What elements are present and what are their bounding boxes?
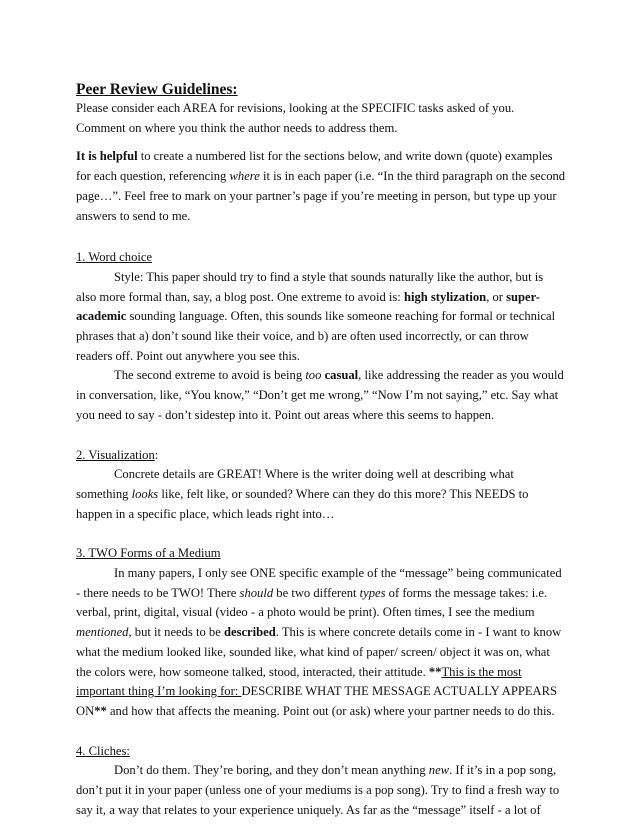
two-forms-paragraph: [76, 564, 566, 722]
spacer: [76, 524, 566, 544]
heading-text: 2. Visualization: [76, 447, 155, 462]
spacer: [76, 226, 566, 248]
helpful-text-2: it is in each paper (i.e. “In the third paragraph on the second page…”. Feel free to mark on your partner’s page if you’re meeting in person, but type up your answers to send to me.: [76, 169, 566, 223]
text-run: The second extreme to avoid is being: [114, 368, 306, 383]
word-choice-casual-paragraph: [76, 366, 566, 425]
text-run: . If it’s in a pop song, don’t put it in your paper (unless one of your mediums is a pop song). Try to find a fresh way to say it, a way that relates to your experience uniquely. As far as the “message” itself - a lot of: [76, 763, 560, 817]
section-heading-word-choice: 1. Word choice: [76, 250, 153, 265]
bold-run: super-academic: [76, 289, 540, 324]
bold-run: **: [428, 664, 442, 679]
italic-run: too: [305, 368, 322, 383]
cliches-paragraph: [76, 761, 566, 820]
text-run: like, felt like, or sounded? Where can they do this more? This NEEDS to happen in a specific place, which leads right into…: [76, 486, 529, 521]
document-title: Peer Review Guidelines:: [76, 81, 238, 98]
text-run: , but it needs to be: [128, 625, 224, 640]
text-run: In many papers, I only see ONE specific example of the “message” being communicated - there needs to be TWO! There: [76, 566, 562, 600]
section-heading-cliches: 4. Cliches:: [76, 743, 130, 758]
where-italic: where: [229, 169, 260, 184]
italic-run: looks: [131, 486, 159, 501]
text-run: Don’t do them. They’re boring, and they don’t mean anything: [114, 763, 429, 778]
helpful-bold: It is helpful: [76, 149, 138, 164]
instructions-paragraph: [76, 147, 566, 226]
text-run: DESCRIBE WHAT THE MESSAGE ACTUALLY APPEARS ON: [76, 684, 558, 718]
text-run: . This is where concrete details come in - I want to know what the medium looked like, sounded like, what kind of paper/ screen/ object it was on, what the colors were, how someone talked, stood, interacted, their attitude.: [76, 625, 562, 679]
helpful-text: to create a numbered list for the sections below, and write down (quote) examples for each question, referencing: [76, 149, 553, 184]
text-run: sounding language. Often, this sounds like someone reaching for formal or technical phrases that a) don’t sound like their voice, and b) are often used incorrectly, or can throw readers off. Point out anywhere you see this.: [76, 309, 556, 363]
document-page: [76, 80, 566, 821]
section-heading-visualization: [76, 446, 566, 466]
italic-run: mentioned: [76, 625, 129, 640]
text-run: Concrete details are GREAT! Where is the writer doing well at describing what something: [76, 467, 514, 501]
underline-run: This is the most important thing I’m looking for:: [76, 664, 522, 699]
italic-run: types: [359, 585, 386, 600]
spacer: [76, 426, 566, 446]
text-run: be two different: [273, 585, 360, 600]
bold-run: casual: [324, 368, 359, 383]
bold-run: **: [94, 703, 107, 718]
bold-run: high stylization: [403, 289, 487, 304]
heading-colon: :: [154, 447, 159, 462]
word-choice-style-paragraph: [76, 268, 566, 367]
spacer: [76, 722, 566, 742]
text-run: , like addressing the reader as you would in conversation, like, “You know,” “Don’t get me wrong,” “Now I’m not saying,” etc. Say what you need to say - don’t sidestep into it. Point out areas where this seems to happen.: [76, 368, 564, 422]
italic-run: should: [239, 585, 274, 600]
italic-run: new: [428, 763, 450, 778]
section-heading-two-forms: 3. TWO Forms of a Medium: [76, 546, 221, 561]
text-run: and how that affects the meaning. Point out (or ask) where your partner needs to do this.: [106, 703, 555, 718]
spacer: [76, 138, 566, 147]
text-run: Style: This paper should try to find a style that sounds naturally like the author, but is also more formal than, say, a blog post. One extreme to avoid is:: [76, 269, 544, 304]
visualization-paragraph: [76, 465, 566, 524]
text-run: , or: [486, 289, 507, 304]
text-run: of forms the message takes: i.e. verbal, print, digital, visual (video - a photo would be print). Often times, I see the medium: [76, 585, 548, 620]
bold-run: described: [223, 625, 276, 640]
intro-paragraph: Please consider each AREA for revisions, looking at the SPECIFIC tasks asked of you. Comment on where you think the author needs to address them.: [76, 101, 515, 135]
